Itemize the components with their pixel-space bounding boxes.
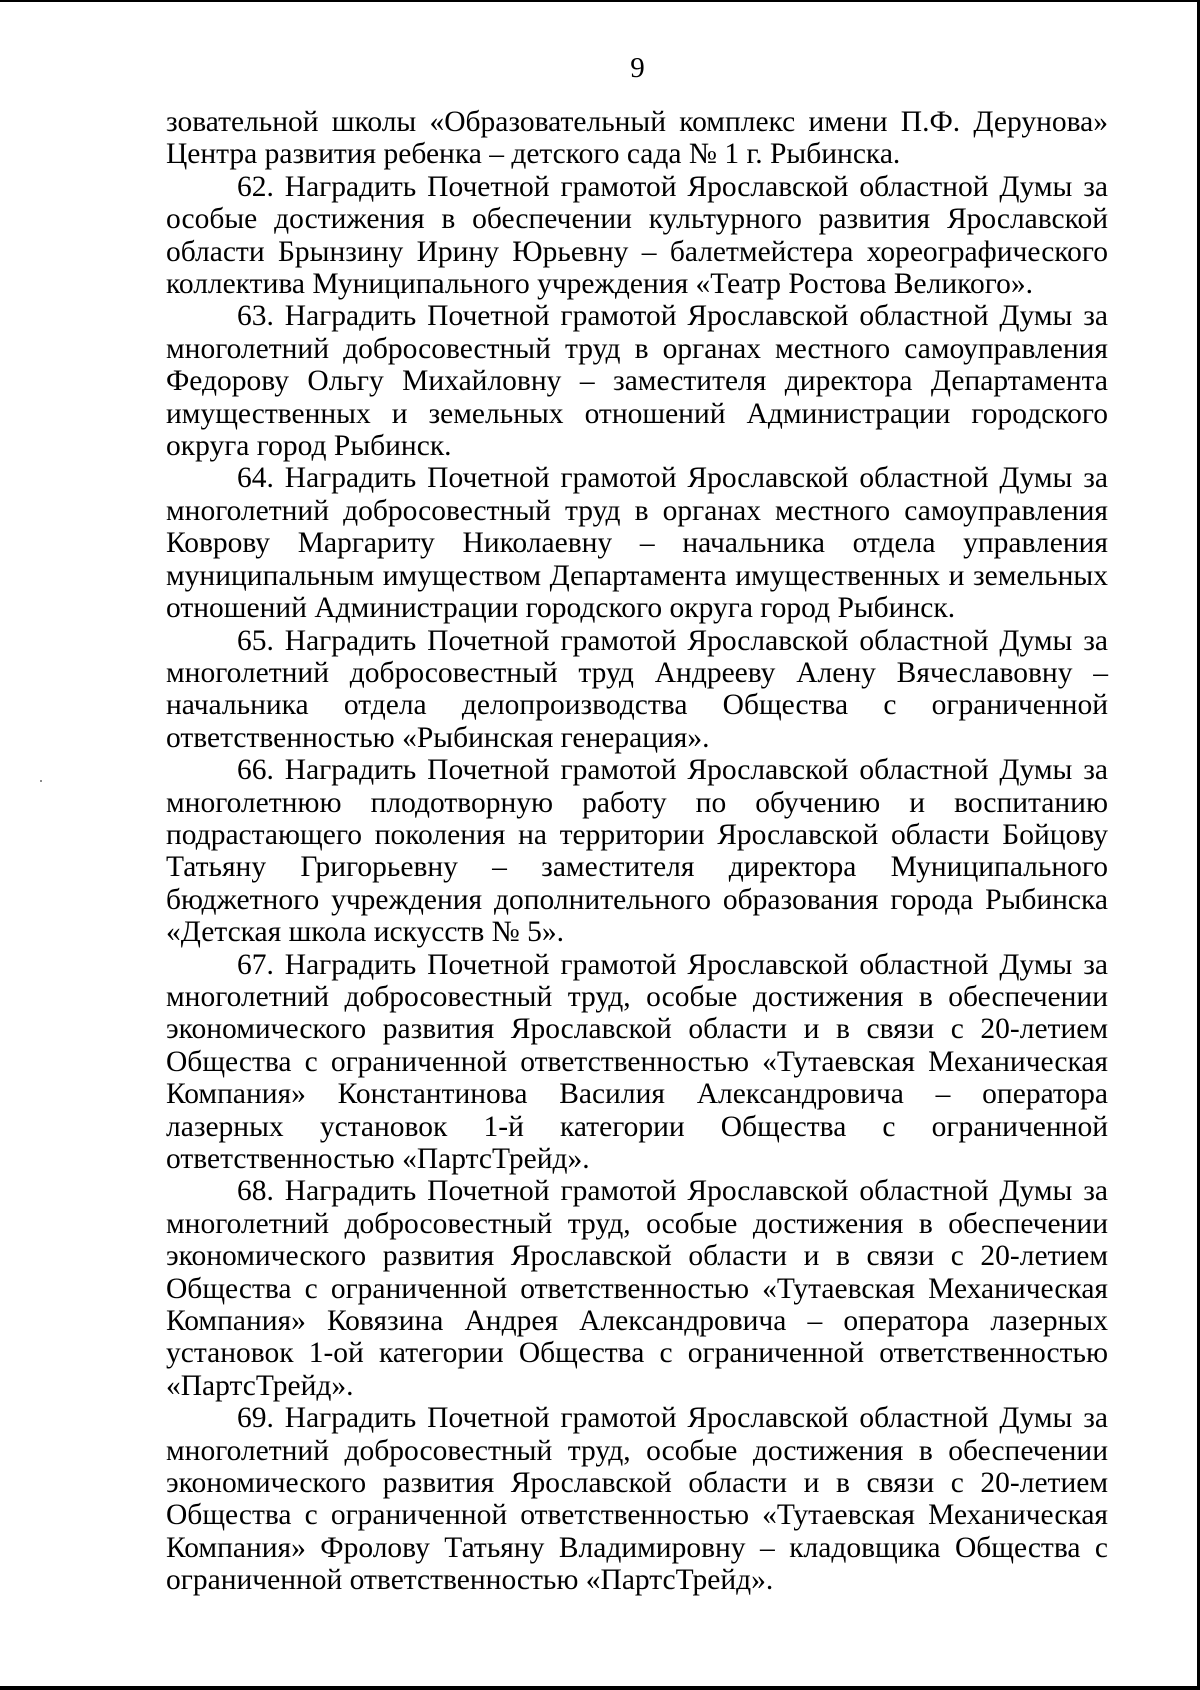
paragraph-item-66: 66. Наградить Почетной грамотой Ярославской областной Думы за многолетнюю плодотворную работу по обучению и воспитанию подрастающего поколения на территории Ярославской области Бойцову Татьяну Григорьевну – заместителя директора Муниципального бюджетного учреждения дополнительного образования города Рыбинска «Детская школа искусств № 5».	[166, 754, 1108, 949]
paragraph-item-63: 63. Наградить Почетной грамотой Ярославской областной Думы за многолетний добросовестный труд в органах местного самоуправления Федорову Ольгу Михайловну – заместителя директора Департамента имущественных и земельных отношений Администрации городского округа город Рыбинск.	[166, 300, 1108, 463]
paragraph-item-65: 65. Наградить Почетной грамотой Ярославской областной Думы за многолетний добросовестный труд Андрееву Алену Вячеславовну – начальника отдела делопроизводства Общества с ограниченной ответственностью «Рыбинская генерация».	[166, 624, 1108, 754]
scan-speck	[40, 780, 42, 782]
paragraph-item-62: 62. Наградить Почетной грамотой Ярославской областной Думы за особые достижения в обеспечении культурного развития Ярославской области Брынзину Ирину Юрьевну – балетмейстера хореографического коллектива Муниципального учреждения «Театр Ростова Великого».	[166, 170, 1108, 301]
paragraph-item-67: 67. Наградить Почетной грамотой Ярославской областной Думы за многолетний добросовестный труд, особые достижения в обеспечении экономического развития Ярославской области и в связи с 20-летием Общества с ограниченной ответственностью «Тутаевская Механическая Компания» Константинова Василия Александровича – оператора лазерных установок 1-й категории Общества с ограниченной ответственностью «ПартсТрейд».	[166, 948, 1108, 1175]
paragraph-continuation: зовательной школы «Образовательный комплекс имени П.Ф. Дерунова» Центра развития ребенка – детского сада № 1 г. Рыбинска.	[166, 106, 1108, 171]
scan-bottom-edge	[0, 1686, 1200, 1690]
document-body	[166, 106, 1108, 1597]
paragraph-item-69: 69. Наградить Почетной грамотой Ярославской областной Думы за многолетний добросовестный труд, особые достижения в обеспечении экономического развития Ярославской области и в связи с 20-летием Общества с ограниченной ответственностью «Тутаевская Механическая Компания» Фролову Татьяну Владимировну – кладовщика Общества с ограниченной ответственностью «ПартсТрейд».	[166, 1402, 1108, 1597]
paragraph-item-68: 68. Наградить Почетной грамотой Ярославской областной Думы за многолетний добросовестный труд, особые достижения в обеспечении экономического развития Ярославской области и в связи с 20-летием Общества с ограниченной ответственностью «Тутаевская Механическая Компания» Ковязина Андрея Александровича – оператора лазерных установок 1-ой категории Общества с ограниченной ответственностью «ПартсТрейд».	[166, 1175, 1108, 1402]
page-number: 9	[630, 52, 645, 84]
paragraph-item-64: 64. Наградить Почетной грамотой Ярославской областной Думы за многолетний добросовестный труд в органах местного самоуправления Коврову Маргариту Николаевну – начальника отдела управления муниципальным имуществом Департамента имущественных и земельных отношений Администрации городского округа город Рыбинск.	[166, 462, 1108, 625]
